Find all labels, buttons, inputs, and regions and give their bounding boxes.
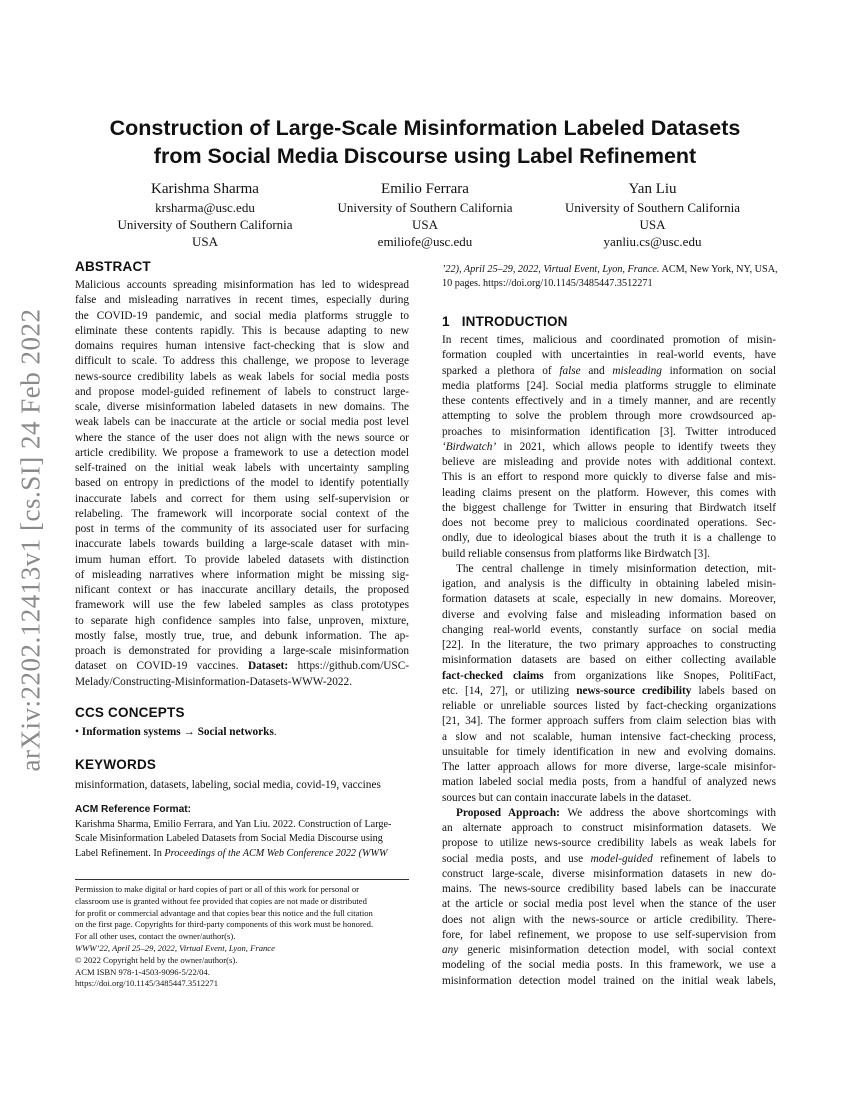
acm-ref-line: Karishma Sharma, Emilio Ferrara, and Yan Liu. 2022. Construction of Large- xyxy=(75,819,392,830)
abstract-line: inaccurate labels and correct for them using self-supervision or xyxy=(75,492,409,505)
intro-text: refinement of labels to xyxy=(652,852,776,865)
author-block-3 xyxy=(520,180,785,250)
intro-line: fore, for label refinement, we propose to use self-supervision from xyxy=(442,928,776,941)
intro-line: unsuitable for timely identification in new and evolving domains. xyxy=(442,745,776,758)
intro-line: at the article or social media post level when the stance of the user xyxy=(442,898,776,911)
author-country: USA xyxy=(639,217,666,232)
introduction-heading xyxy=(442,314,568,329)
dataset-link-cont[interactable]: Melady/Constructing-Misinformation-Datasets-WWW-2022. xyxy=(75,675,353,688)
arxiv-id: arXiv:2202.12413v1 [cs.SI] 24 Feb 2022 xyxy=(15,308,46,772)
intro-line: [21, 34]. The former approach suffers from claim selection bias with xyxy=(442,715,776,728)
intro-text: social media posts, and use xyxy=(442,852,591,865)
intro-line: sources but can contain inaccurate labels in the dataset. xyxy=(442,791,692,804)
intro-line xyxy=(442,684,776,699)
ccs-item-1: Information systems xyxy=(81,726,181,738)
intro-line xyxy=(442,806,776,821)
introduction-body xyxy=(442,333,776,989)
intro-line: The latter approach allows for more diverse, large-scale misinfor- xyxy=(442,761,776,773)
acm-reference-continued xyxy=(442,263,776,292)
abstract-line: weak labels can be inaccurate at the article or social media post level xyxy=(75,416,409,429)
intro-line: formation datasets at scale, especially in new domains. Moreover, xyxy=(442,593,776,606)
ccs-heading: CCS CONCEPTS xyxy=(75,705,185,720)
ccs-item-2: Social networks xyxy=(197,726,274,738)
dataset-link[interactable]: https://github.com/USC- xyxy=(297,660,410,673)
intro-line xyxy=(442,669,776,684)
keywords-text: misinformation, datasets, labeling, social media, covid-19, vaccines xyxy=(75,779,381,791)
intro-line: an alternate approach to construct misinformation datasets. We xyxy=(442,822,776,834)
intro-line: misinformation detection model trained on the initial weak labels, xyxy=(442,974,776,987)
author-block-2 xyxy=(300,180,550,250)
author-name: Karishma Sharma xyxy=(151,181,259,197)
acm-ref-proceedings: Proceedings of the ACM Web Conference 2022 (WWW xyxy=(164,847,388,859)
intro-strong: news-source credibility xyxy=(576,684,692,697)
acm-reference-body xyxy=(75,818,409,861)
intro-line: reliable or unreliable sources listed by fact-checking organizations xyxy=(442,700,776,712)
intro-line: misinformation datasets are based on either collecting available xyxy=(442,654,776,667)
dataset-label: Dataset: xyxy=(247,660,289,673)
abstract-heading: ABSTRACT xyxy=(75,259,151,274)
intro-line xyxy=(442,440,776,455)
intro-line: ondly, due to ideological biases about the truth it is a challenge to xyxy=(442,532,776,545)
intro-emph: ‘Birdwatch’ xyxy=(442,440,497,453)
acm-ref-line xyxy=(442,263,776,277)
author-email[interactable]: krsharma@usc.edu xyxy=(155,200,255,215)
intro-line: leading claims present on the platform. However, this comes with xyxy=(442,486,776,499)
intro-text: and xyxy=(580,364,613,377)
intro-line: these contents effectively and in a timely manner, and are recently xyxy=(442,395,776,407)
keywords-heading: KEYWORDS xyxy=(75,757,157,772)
abstract-line: news-source credibility labels as weak labels for social media posts xyxy=(75,370,409,383)
isbn-line: ACM ISBN 978-1-4503-9096-5/22/04. xyxy=(75,966,210,977)
author-affiliation: University of Southern California xyxy=(564,200,741,215)
intro-line: propose to utilize news-source credibility labels as weak labels for xyxy=(442,837,776,850)
intro-line: believe are misleading and provide notes with additional context. xyxy=(442,456,776,468)
intro-line: [22]. In the literature, the two primary approaches to constructing xyxy=(442,639,776,651)
arrow-icon: → xyxy=(183,726,195,738)
intro-line: diverse and evolving false and misleading information based on xyxy=(442,608,776,621)
abstract-line: and propose model-guided refinement of labels to construct large- xyxy=(75,385,409,398)
intro-line: mation labeled social media posts, from a handful of analyzed news xyxy=(442,776,776,789)
abstract-line: eliminate these contents rapidly. This is because adapting to new xyxy=(75,324,409,337)
abstract-line: scale, diverse misinformation labeled datasets in new domains. The xyxy=(75,401,409,413)
abstract-line: Malicious accounts spreading misinformation has led to widespread xyxy=(75,279,409,291)
permission-line: For all other uses, contact the owner/author(s). xyxy=(75,931,236,942)
acm-ref-line xyxy=(75,847,409,861)
intro-text: from organizations like Snopes, PolitiFact, xyxy=(543,669,776,682)
abstract-line: post in terms of the community of its associated user for surfacing xyxy=(75,523,409,535)
intro-line: a slow and not scalable, human intensive fact-checking process, xyxy=(442,730,776,743)
intro-line: modeling of the social media posts. In this framework, we use a xyxy=(442,959,776,972)
ccs-concepts xyxy=(75,726,277,738)
permission-line: on the first page. Copyrights for third-party components of this work must be honored. xyxy=(75,919,374,930)
acm-ref-publisher: ACM, New York, NY, USA, xyxy=(659,264,778,275)
acm-ref-line: Scale Misinformation Labeled Datasets from Social Media Discourse using xyxy=(75,833,383,845)
ccs-end: . xyxy=(273,726,277,738)
intro-line: attempting to solve the problem through more crowdsourced ap- xyxy=(442,410,776,423)
abstract-line: inaccurate labels towards building a large-scale dataset with min- xyxy=(75,538,409,551)
abstract-line: imum human effort. To provide labeled datasets with distinction xyxy=(75,553,409,566)
intro-line xyxy=(442,852,776,867)
abstract-line-dataset xyxy=(75,659,409,674)
permission-line: Permission to make digital or hard copies of part or all of this work for personal or xyxy=(75,884,360,894)
permission-line: classroom use is granted without fee provided that copies are not made or distributed xyxy=(75,895,367,906)
author-block-1 xyxy=(75,180,335,250)
acm-reference-heading: ACM Reference Format: xyxy=(75,804,192,815)
author-affiliation: University of Southern California xyxy=(337,200,513,215)
intro-emph: false xyxy=(559,364,581,377)
intro-text: in 2021, which allows people to identify tweets they xyxy=(496,440,776,453)
footnote-rule xyxy=(75,879,409,880)
bullet: • xyxy=(75,726,79,738)
intro-emph: any xyxy=(442,944,459,956)
intro-strong: Proposed Approach: xyxy=(456,806,560,819)
intro-line: build reliable consensus from platforms like Birdwatch [3]. xyxy=(442,547,710,560)
abstract-line: of misleading narratives where information might be missing sig- xyxy=(75,568,409,581)
abstract-line: to separate high confidence samples into false, unproven, mixture, xyxy=(75,614,409,627)
section-title: INTRODUCTION xyxy=(461,314,568,329)
acm-ref-line: 10 pages. https://doi.org/10.1145/3485447.3512271 xyxy=(442,278,653,290)
author-name: Emilio Ferrara xyxy=(381,181,469,197)
intro-line: This is an effort to respond more quickly to diverse false and mis- xyxy=(442,471,776,484)
abstract-line: proach is demonstrated for providing a large-scale misinformation xyxy=(75,645,409,657)
intro-line: does not become prey to malicious coordinated operations. Sec- xyxy=(442,517,776,529)
intro-line: formation coupled with uncertainties in real-world events, have xyxy=(442,349,776,362)
intro-text: sparked a plethora of xyxy=(442,364,560,377)
intro-text: labels based on xyxy=(691,684,776,697)
paper-title xyxy=(60,114,790,170)
intro-text: etc. [14, 27], or utilizing xyxy=(442,684,577,697)
intro-line: The central challenge in timely misinformation detection, mit- xyxy=(456,562,776,575)
permission-line: for profit or commercial advantage and that copies bear this notice and the full citation xyxy=(75,907,373,918)
acm-ref-text: Label Refinement. In xyxy=(75,847,165,859)
doi-link[interactable]: https://doi.org/10.1145/3485447.3512271 xyxy=(75,978,218,989)
intro-text: information on social xyxy=(661,364,776,377)
section-number: 1 xyxy=(442,314,450,329)
author-country: USA xyxy=(411,217,438,232)
title-line-2: from Social Media Discourse using Label Refinement xyxy=(153,144,697,168)
abstract-body xyxy=(75,278,409,690)
intro-line: does not align with the news-source or article credibility. There- xyxy=(442,913,776,926)
abstract-line: nificant context or has inaccurate ancillary details, the proposed xyxy=(75,584,409,596)
intro-line: In recent times, malicious and coordinated promotion of misin- xyxy=(442,334,776,346)
intro-text: We address the above shortcomings with xyxy=(559,806,776,819)
abstract-line: the COVID-19 pandemic, and social media platforms struggle to xyxy=(75,309,409,322)
abstract-line: false and misleading narratives in recent times, especially during xyxy=(75,294,409,307)
abstract-line: based on entropy in predictions of the model to identify potentially xyxy=(75,477,409,490)
copyright-line: © 2022 Copyright held by the owner/author(s). xyxy=(75,954,238,965)
abstract-line: relabeling. The framework will incorporate social context of the xyxy=(75,507,409,520)
intro-emph: misleading xyxy=(612,364,662,377)
abstract-line: framework will use the few labeled samples as class prototypes xyxy=(75,599,409,612)
author-country: USA xyxy=(191,234,218,249)
abstract-line: where the stance of the user does not align with the news source or xyxy=(75,431,409,444)
acm-ref-venue: ’22), April 25–29, 2022, Virtual Event, Lyon, France. xyxy=(442,264,660,275)
intro-line: construct large-scale, diverse misinformation datasets in new do- xyxy=(442,867,776,880)
intro-line: media platforms [24]. Social media platforms struggle to eliminate xyxy=(442,379,776,392)
intro-strong: fact-checked claims xyxy=(442,669,544,682)
title-line-1: Construction of Large-Scale Misinformation Labeled Datasets xyxy=(109,116,741,140)
intro-emph: model-guided xyxy=(590,852,653,865)
author-email[interactable]: emiliofe@usc.edu xyxy=(377,234,473,249)
author-email[interactable]: yanliu.cs@usc.edu xyxy=(603,234,702,249)
intro-text: generic misinformation detection model, with social context xyxy=(458,944,776,956)
intro-line: the biggest challenge for Twitter in ensuring that Birdwatch itself xyxy=(442,501,776,514)
permission-notice xyxy=(75,884,409,990)
arxiv-stamp xyxy=(8,300,54,780)
author-name: Yan Liu xyxy=(628,181,677,197)
abstract-line: domains requires human intensive fact-checking that is slow and xyxy=(75,340,409,352)
abstract-line: difficult to scale. To address this challenge, we propose to leverage xyxy=(75,355,409,368)
intro-line xyxy=(442,943,776,958)
abstract-line: article credibility. We propose a framework to use a detection model xyxy=(75,446,409,459)
conference-line: WWW’22, April 25–29, 2022, Virtual Event, Lyon, France xyxy=(75,942,275,953)
abstract-line: mostly false, mostly true, true, and debunk information. The ap- xyxy=(75,629,409,642)
intro-line: mains. The news-source credibility based labels can be inaccurate xyxy=(442,883,776,895)
intro-line xyxy=(442,364,776,379)
abstract-line: self-trained on the initial weak labels with uncertainty sampling xyxy=(75,462,409,474)
intro-line: changing real-world events, constantly surface on social media xyxy=(442,623,776,636)
abstract-line: dataset on COVID-19 vaccines. xyxy=(75,660,239,673)
intro-line: igation, and analysis is the difficulty in obtaining labeled misin- xyxy=(442,578,776,590)
author-affiliation: University of Southern California xyxy=(117,217,293,232)
intro-line: proaches to misinformation identification [3]. Twitter introduced xyxy=(442,425,776,438)
